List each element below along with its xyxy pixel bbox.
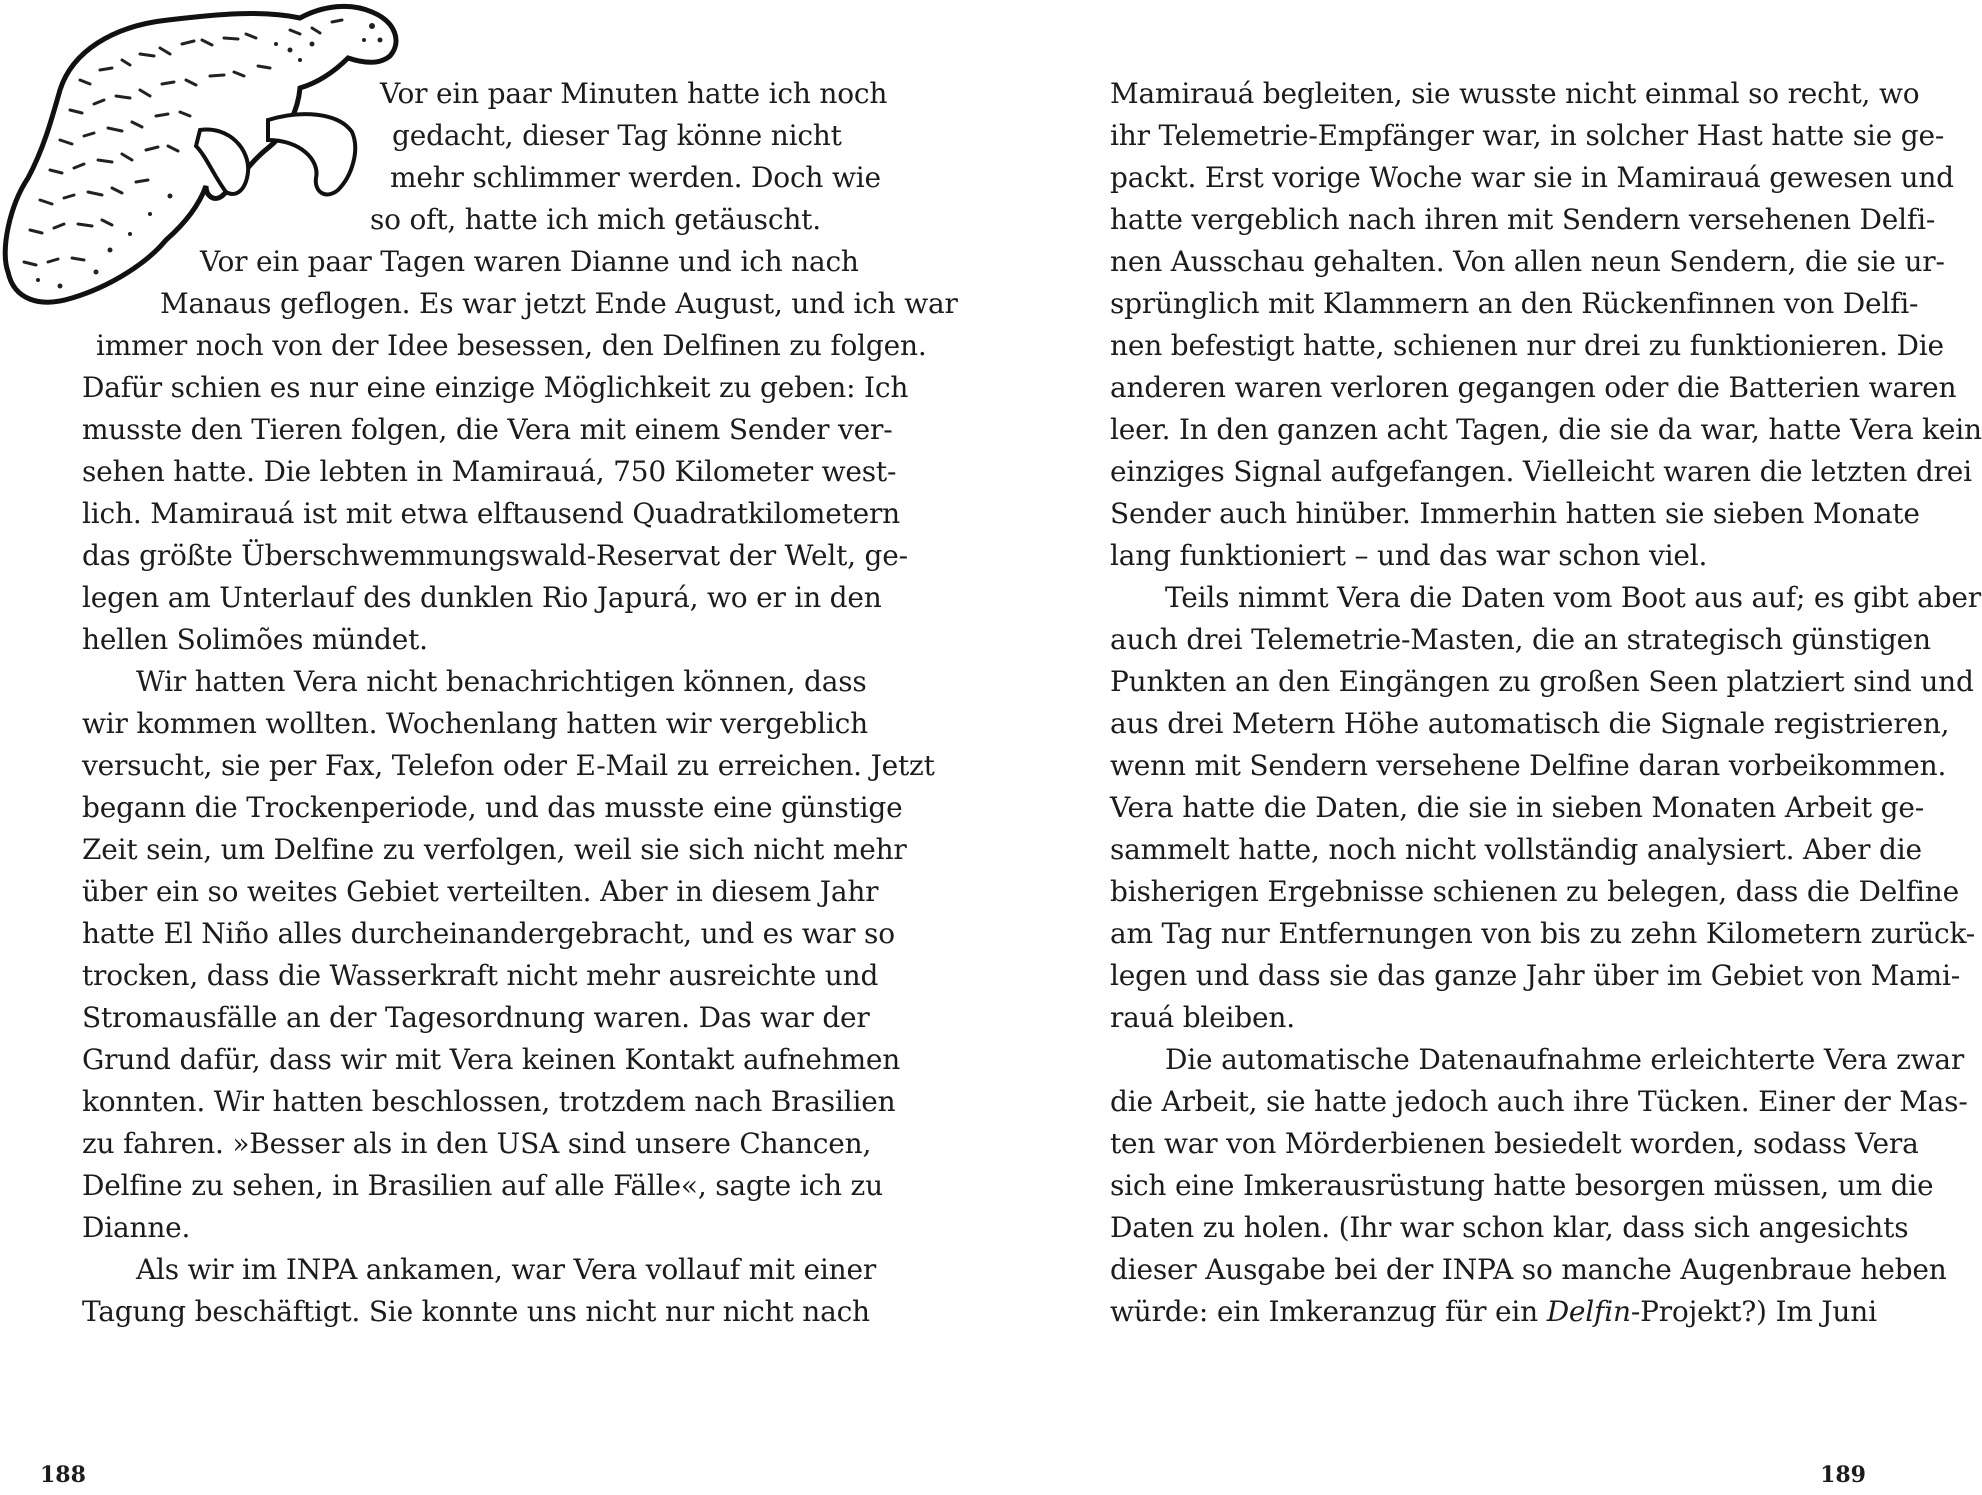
text-line: Manaus geflogen. Es war jetzt Ende August, und ich war	[160, 287, 958, 320]
text-line: zu fahren. »Besser als in den USA sind unsere Chancen,	[82, 1127, 872, 1160]
text-line: Vera hatte die Daten, die sie in sieben Monaten Arbeit ge-	[1110, 791, 1924, 824]
text-line: Zeit sein, um Delfine zu verfolgen, weil sie sich nicht mehr	[82, 833, 907, 866]
text-line: musste den Tieren folgen, die Vera mit einem Sender ver-	[82, 413, 893, 446]
text-line: über ein so weites Gebiet verteilten. Aber in diesem Jahr	[82, 875, 879, 908]
text-line: wenn mit Sendern versehene Delfine daran vorbeikommen.	[1110, 749, 1947, 782]
text-line: Dianne.	[82, 1211, 191, 1244]
text-line	[1110, 1291, 1877, 1333]
text-line: Grund dafür, dass wir mit Vera keinen Kontakt aufnehmen	[82, 1043, 901, 1076]
text-line: sehen hatte. Die lebten in Mamirauá, 750 Kilometer west-	[82, 455, 897, 488]
text-line: konnten. Wir hatten beschlossen, trotzdem nach Brasilien	[82, 1085, 896, 1118]
text-line: aus drei Metern Höhe automatisch die Signale registrieren,	[1110, 707, 1950, 740]
text-line: hatte vergeblich nach ihren mit Sendern versehenen Delfi-	[1110, 203, 1936, 236]
text-line: Punkten an den Eingängen zu großen Seen platziert sind und	[1110, 665, 1974, 698]
text-line: ihr Telemetrie-Empfänger war, in solcher Hast hatte sie ge-	[1110, 119, 1945, 152]
text-line: Daten zu holen. (Ihr war schon klar, dass sich angesichts	[1110, 1211, 1909, 1244]
text-line: am Tag nur Entfernungen von bis zu zehn Kilometern zurück-	[1110, 917, 1975, 950]
text-line: legen am Unterlauf des dunklen Rio Japurá, wo er in den	[82, 581, 882, 614]
text-line: mehr schlimmer werden. Doch wie	[390, 161, 881, 194]
text-line: so oft, hatte ich mich getäuscht.	[370, 203, 821, 236]
text-line: das größte Überschwemmungswald-Reservat der Welt, ge-	[82, 539, 908, 572]
text-line: lich. Mamirauá ist mit etwa elftausend Quadratkilometern	[82, 497, 901, 530]
text-line: Sender auch hinüber. Immerhin hatten sie sieben Monate	[1110, 497, 1920, 530]
text-line: hellen Solimões mündet.	[82, 623, 428, 656]
page-number: 188	[40, 1462, 86, 1488]
page-number: 189	[1820, 1462, 1866, 1488]
right-page	[947, 0, 1982, 1495]
text-line: leer. In den ganzen acht Tagen, die sie da war, hatte Vera kein	[1110, 413, 1982, 446]
text-line: lang funktioniert – und das war schon viel.	[1110, 539, 1708, 572]
text-line: Vor ein paar Tagen waren Dianne und ich nach	[200, 245, 859, 278]
left-page	[0, 0, 958, 1495]
text-line: Teils nimmt Vera die Daten vom Boot aus auf; es gibt aber	[1165, 581, 1981, 614]
text-line: versucht, sie per Fax, Telefon oder E-Mail zu erreichen. Jetzt	[82, 749, 935, 782]
text-line: sich eine Imkerausrüstung hatte besorgen müssen, um die	[1110, 1169, 1934, 1202]
text-line: immer noch von der Idee besessen, den Delfinen zu folgen.	[96, 329, 927, 362]
text-line: hatte El Niño alles durcheinandergebracht, und es war so	[82, 917, 895, 950]
text-line: packt. Erst vorige Woche war sie in Mamirauá gewesen und	[1110, 161, 1954, 194]
text-line: anderen waren verloren gegangen oder die Batterien waren	[1110, 371, 1957, 404]
text-line: dieser Ausgabe bei der INPA so manche Augenbraue heben	[1110, 1253, 1947, 1286]
text-line: nen Ausschau gehalten. Von allen neun Sendern, die sie ur-	[1110, 245, 1945, 278]
text-line: gedacht, dieser Tag könne nicht	[392, 119, 842, 152]
text-line: Als wir im INPA ankamen, war Vera vollauf mit einer	[136, 1253, 877, 1286]
text-line: Dafür schien es nur eine einzige Möglichkeit zu geben: Ich	[82, 371, 909, 404]
text-segment: würde: ein Imkeranzug für ein	[1110, 1295, 1547, 1328]
text-line: bisherigen Ergebnisse schienen zu belegen, dass die Delfine	[1110, 875, 1959, 908]
text-line: rauá bleiben.	[1110, 1001, 1295, 1034]
text-line: begann die Trockenperiode, und das musste eine günstige	[82, 791, 903, 824]
text-line: Die automatische Datenaufnahme erleichterte Vera zwar	[1165, 1043, 1965, 1076]
text-line: trocken, dass die Wasserkraft nicht mehr ausreichte und	[82, 959, 879, 992]
text-line: legen und dass sie das ganze Jahr über im Gebiet von Mami-	[1110, 959, 1960, 992]
italic-word: Delfin	[1546, 1295, 1631, 1328]
text-line: sammelt hatte, noch nicht vollständig analysiert. Aber die	[1110, 833, 1922, 866]
text-line: die Arbeit, sie hatte jedoch auch ihre Tücken. Einer der Mas-	[1110, 1085, 1968, 1118]
text-line: einziges Signal aufgefangen. Vielleicht waren die letzten drei	[1110, 455, 1972, 488]
text-line: wir kommen wollten. Wochenlang hatten wir vergeblich	[82, 707, 868, 740]
text-line: ten war von Mörderbienen besiedelt worden, sodass Vera	[1110, 1127, 1919, 1160]
text-segment: -Projekt?) Im Juni	[1630, 1295, 1877, 1328]
text-line: Wir hatten Vera nicht benachrichtigen können, dass	[136, 665, 867, 698]
text-line: Delfine zu sehen, in Brasilien auf alle Fälle«, sagte ich zu	[82, 1169, 883, 1202]
text-line: nen befestigt hatte, schienen nur drei zu funktionieren. Die	[1110, 329, 1944, 362]
text-line: Mamirauá begleiten, sie wusste nicht einmal so recht, wo	[1110, 77, 1920, 110]
text-line: Tagung beschäftigt. Sie konnte uns nicht nur nicht nach	[82, 1295, 870, 1328]
text-line: auch drei Telemetrie-Masten, die an strategisch günstigen	[1110, 623, 1931, 656]
text-line: Vor ein paar Minuten hatte ich noch	[380, 77, 888, 110]
text-line: sprünglich mit Klammern an den Rückenfinnen von Delfi-	[1110, 287, 1919, 320]
text-line: Stromausfälle an der Tagesordnung waren. Das war der	[82, 1001, 870, 1034]
